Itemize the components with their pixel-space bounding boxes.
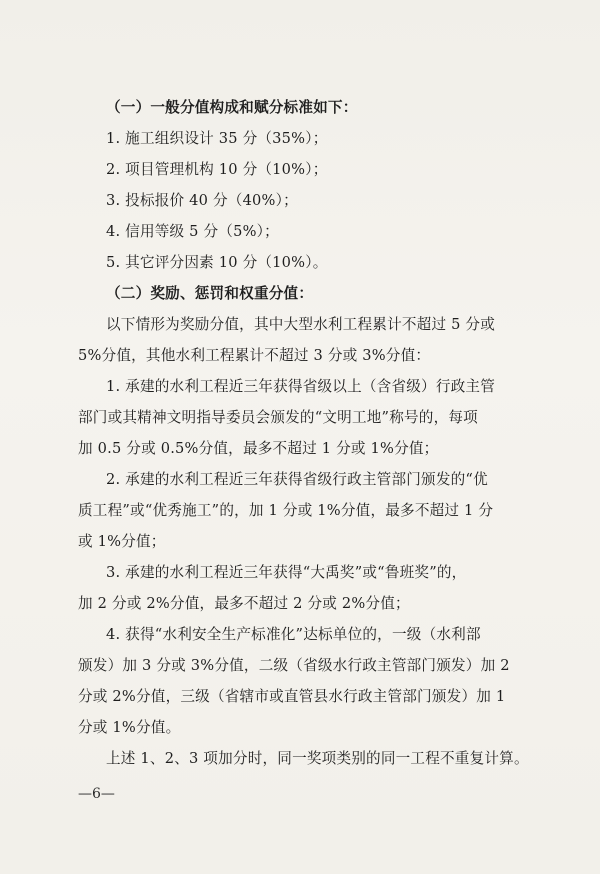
paragraph-line: 颁发）加 3 分或 3%分值，二级（省级水行政主管部门颁发）加 2 [78,657,510,674]
paragraph-line: 部门或其精神文明指导委员会颁发的“文明工地”称号的，每项 [78,409,478,426]
paragraph-line: 上述 1、2、3 项加分时，同一奖项类别的同一工程不重复计算。 [106,750,529,767]
document-body [78,92,538,774]
paragraph-line: 加 0.5 分或 0.5%分值，最多不超过 1 分或 1%分值； [78,440,439,457]
paragraph-line: 质工程”或“优秀施工”的，加 1 分或 1%分值，最多不超过 1 分 [78,502,494,519]
paragraph-line: 1. 承建的水利工程近三年获得省级以上（含省级）行政主管 [106,378,496,395]
paragraph-line: 2. 承建的水利工程近三年获得省级行政主管部门颁发的“优 [106,471,488,488]
paragraph-line: 以下情形为奖励分值，其中大型水利工程累计不超过 5 分或 [106,316,496,333]
list-item: 3. 投标报价 40 分（40%）； [106,192,298,209]
paragraph-line: 分或 2%分值，三级（省辖市或直管县水行政主管部门颁发）加 1 [78,688,506,705]
list-item: 5. 其它评分因素 10 分（10%）。 [106,254,328,271]
paragraph-line: 加 2 分或 2%分值，最多不超过 2 分或 2%分值； [78,595,410,612]
section-heading-rewards-penalties: （二）奖励、惩罚和权重分值： [106,285,314,302]
paragraph-line: 5%分值，其他水利工程累计不超过 3 分或 3%分值： [78,347,431,364]
list-item: 2. 项目管理机构 10 分（10%）； [106,161,328,178]
paragraph-line: 4. 获得“水利安全生产标准化”达标单位的，一级（水利部 [106,626,481,643]
paragraph-line: 分或 1%分值。 [78,719,181,736]
list-item: 4. 信用等级 5 分（5%）； [106,223,279,240]
section-heading-general-scoring: （一）一般分值构成和赋分标准如下： [106,99,358,116]
page-number: —6— [78,786,115,802]
list-item: 1. 施工组织设计 35 分（35%）； [106,130,328,147]
paragraph-line: 或 1%分值； [78,533,166,550]
paragraph-line: 3. 承建的水利工程近三年获得“大禹奖”或“鲁班奖”的， [106,564,467,581]
